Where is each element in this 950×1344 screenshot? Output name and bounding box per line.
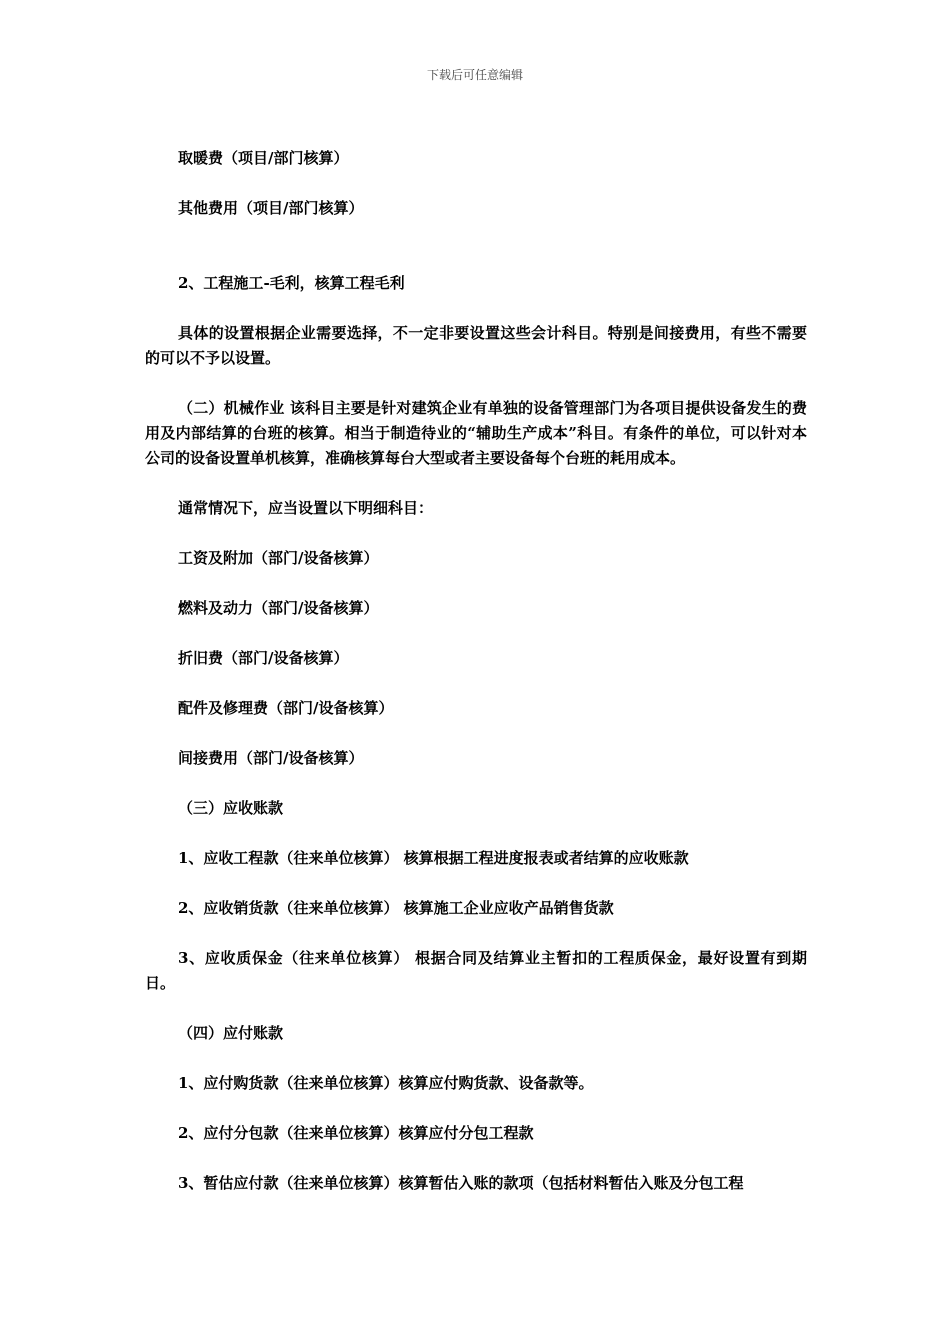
document-body — [145, 146, 807, 1221]
paragraph: 2、工程施工-毛利，核算工程毛利 — [178, 274, 405, 292]
paragraph: 取暖费（项目/部门核算） — [178, 149, 349, 167]
paragraph: 1、应收工程款（往来单位核算） 核算根据工程进度报表或者结算的应收账款 — [178, 849, 689, 867]
paragraph: 2、应付分包款（往来单位核算）核算应付分包工程款 — [178, 1124, 534, 1142]
paragraph: 具体的设置根据企业需要选择，不一定非要设置这些会计科目。特别是间接费用，有些不需要的可以不予以设置。 — [145, 324, 807, 367]
paragraph: （二）机械作业 该科目主要是针对建筑企业有单独的设备管理部门为各项目提供设备发生的费用及内部结算的台班的核算。相当于制造待业的“辅助生产成本”科目。有条件的单位，可以针对本公司的设备设置单机核算，准确核算每台大型或者主要设备每个台班的耗用成本。 — [145, 399, 807, 467]
paragraph: 折旧费（部门/设备核算） — [178, 649, 349, 667]
paragraph: 2、应收销货款（往来单位核算） 核算施工企业应收产品销售货款 — [178, 899, 614, 917]
section-heading: （三）应收账款 — [178, 799, 284, 817]
paragraph: 其他费用（项目/部门核算） — [178, 199, 364, 217]
section-heading: （四）应付账款 — [178, 1024, 284, 1042]
paragraph: 1、应付购货款（往来单位核算）核算应付购货款、设备款等。 — [178, 1074, 594, 1092]
paragraph: 工资及附加（部门/设备核算） — [178, 549, 379, 567]
paragraph: 配件及修理费（部门/设备核算） — [178, 699, 394, 717]
paragraph: 燃料及动力（部门/设备核算） — [178, 599, 379, 617]
paragraph: 通常情况下，应当设置以下明细科目： — [178, 499, 434, 517]
paragraph: 3、暂估应付款（往来单位核算）核算暂估入账的款项（包括材料暂估入账及分包工程 — [178, 1174, 744, 1192]
header-note: 下载后可任意编辑 — [426, 68, 523, 82]
paragraph: 3、应收质保金（往来单位核算） 根据合同及结算业主暂扣的工程质保金，最好设置有到期日。 — [145, 949, 807, 992]
paragraph: 间接费用（部门/设备核算） — [178, 749, 364, 767]
